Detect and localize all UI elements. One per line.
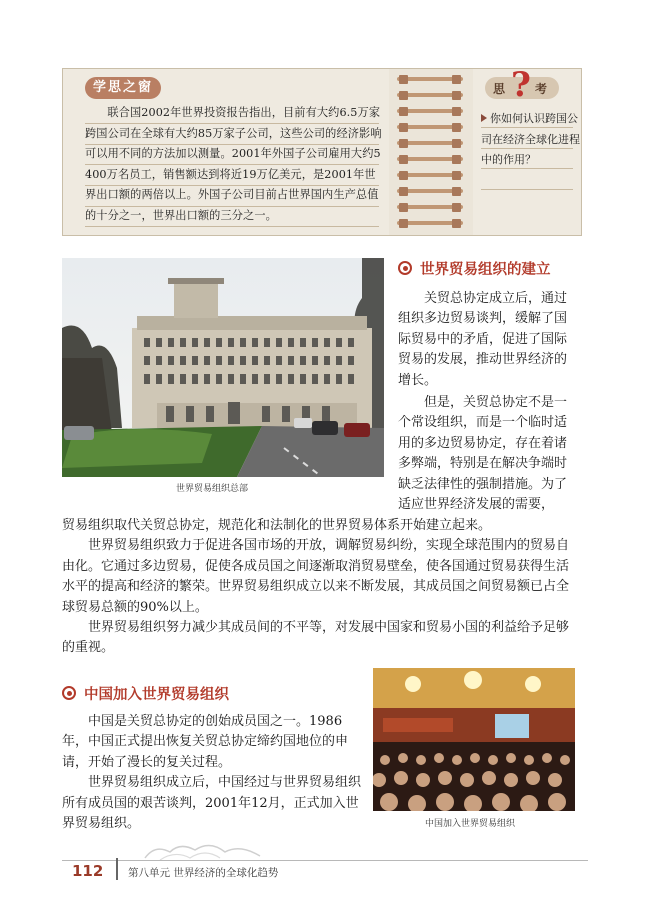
binding-ring: [397, 107, 463, 116]
section1-paragraph-4: 世界贸易组织努力减少其成员间的不平等，对发展中国家和贸易小国的利益给予足够的重视。: [62, 620, 570, 656]
notebook-binding: [389, 69, 473, 235]
bullseye-icon: [398, 261, 412, 275]
study-window-paragraph: 联合国2002年世界投资报告指出，目前有大约6.5万家跨国公司在全球有大约85万家子公司，这些公司的经济影响可以用不同的方法加以测量。2001年外国子公司雇用大约5 400万名员工，销售额达到将近19万亿美元，是2001年世界出口额的两倍以上。外国子公司目前占世界国内生产总值的十分之一，世界出口额的三分之一。: [85, 106, 382, 222]
wto-headquarters-photo: [62, 258, 384, 477]
section2-body: [62, 712, 362, 834]
section1-paragraph-2-col: [398, 393, 578, 515]
section1-paragraph-1: 关贸总协定成立后，通过组织多边贸易谈判，缓解了国际贸易中的矛盾，促进了国际贸易的发展，推动世界经济的增长。: [398, 291, 568, 388]
section-heading-text: 世界贸易组织的建立: [420, 262, 551, 278]
bullseye-icon: [62, 686, 76, 700]
binding-ring: [397, 155, 463, 164]
section2-paragraph-2: 世界贸易组织成立后，中国经过与世界贸易组织所有成员国的艰苦谈判，2001年12月，正式加入世界贸易组织。: [62, 775, 362, 832]
footer-divider: [116, 858, 118, 880]
binding-ring: [397, 75, 463, 84]
think-badge: [485, 65, 559, 105]
section1-paragraph-2-part-a: 但是，关贸总协定不是一个常设组织，而是一个临时适用的多边贸易协定，存在着诸多弊端，特别是在解决争端时缺乏法律性的强制措施。为了适应世界经济发展的需要，: [398, 395, 568, 513]
think-label-1: 思: [493, 82, 506, 96]
cloud-ornament-icon: [140, 838, 270, 862]
photo-caption-china-wto: 中国加入世界贸易组织: [425, 819, 516, 829]
think-question-text: 你如何认识跨国公司在经济全球化进程中的作用？: [481, 112, 580, 166]
question-mark-icon: ?: [511, 65, 531, 105]
think-label-2: 考: [535, 82, 548, 96]
study-window-text: [85, 103, 385, 227]
section-heading-china-join-wto: [62, 683, 229, 704]
triangle-bullet-icon: [481, 114, 487, 122]
section-heading-wto-founding: [398, 258, 551, 279]
footer-rule: [62, 860, 588, 861]
binding-ring: [397, 123, 463, 132]
binding-ring: [397, 203, 463, 212]
study-window-box: [62, 65, 582, 236]
section1-paragraph-3: 世界贸易组织致力于促进各国市场的开放，调解贸易纠纷，实现全球范围内的贸易自由化。它通过多边贸易，促使各成员国之间逐渐取消贸易壁垒，使各国通过贸易获得生活水平的提高和经济的繁荣。世界贸易组织成立以来不断发展，其成员国之间贸易额已占全球贸易总额的90%以上。: [62, 538, 570, 615]
section2-paragraph-1: 中国是关贸总协定的创始成员国之一。1986年，中国正式提出恢复关贸总协定缔约国地位的申请，开始了漫长的复关过程。: [62, 714, 349, 770]
ruled-line: [481, 189, 573, 190]
section1-col-text: [398, 289, 578, 391]
section1-body: [62, 516, 580, 659]
study-window-panel: [63, 69, 389, 235]
photo-caption-wto-hq: 世界贸易组织总部: [176, 484, 249, 494]
section-heading-text: 中国加入世界贸易组织: [84, 687, 229, 703]
binding-ring: [397, 139, 463, 148]
wto-building-illustration: [62, 258, 384, 477]
binding-ring: [397, 219, 463, 228]
think-question: [481, 109, 581, 171]
think-panel: [473, 65, 581, 235]
china-join-wto-photo: [373, 668, 575, 811]
section1-paragraph-2-part-b: 贸易组织取代关贸总协定，规范化和法制化的世界贸易体系开始建立起来。: [62, 518, 492, 533]
study-window-title: 学思之窗: [85, 77, 161, 99]
binding-ring: [397, 91, 463, 100]
binding-ring: [397, 171, 463, 180]
conference-hall-illustration: [373, 668, 575, 811]
unit-title: 第八单元 世界经济的全球化趋势: [128, 867, 279, 879]
binding-ring: [397, 187, 463, 196]
page-number: 112: [72, 862, 104, 880]
